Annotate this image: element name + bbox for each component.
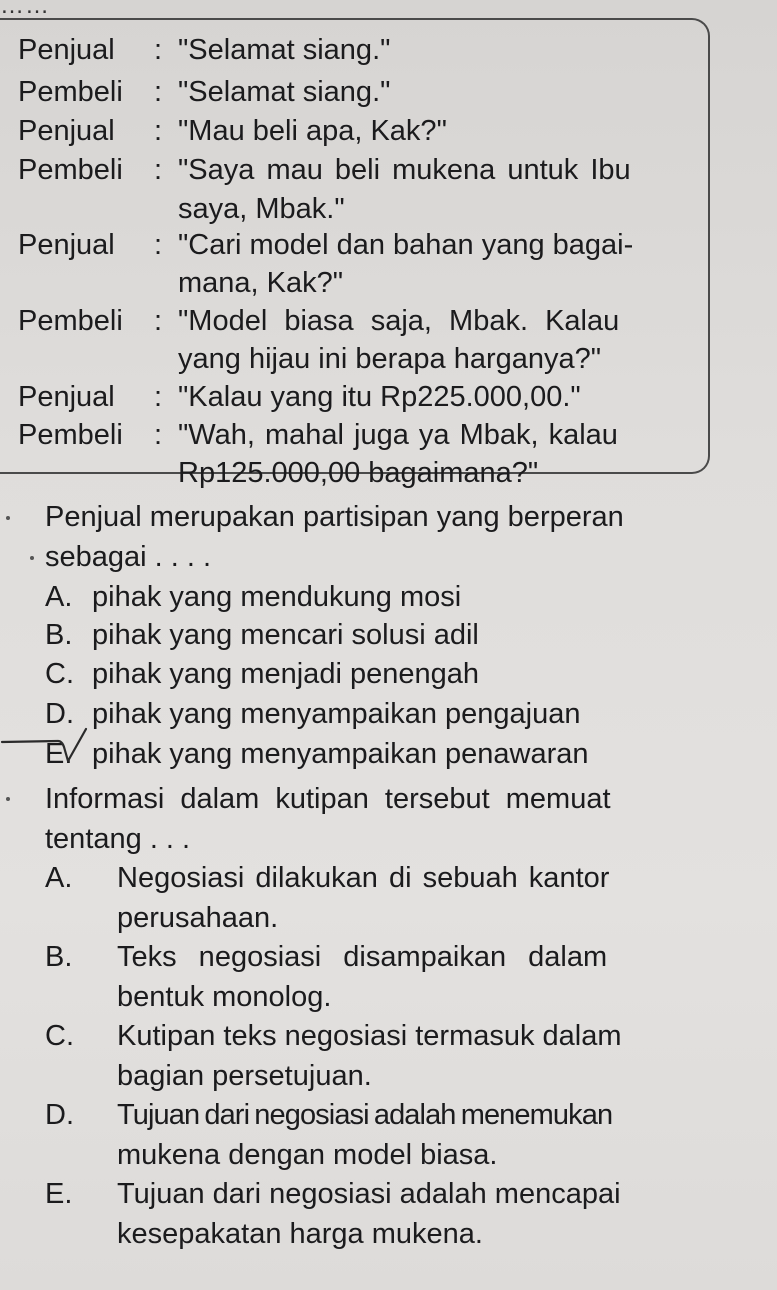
colon: : [154,115,163,147]
option-text: Negosiasi dilakukan di sebuah kantor [117,862,610,894]
colon: : [154,419,163,451]
speaker-label: Penjual [18,381,115,413]
question-stem: Penjual merupakan partisipan yang berperan [45,501,624,533]
option-text: Kutipan teks negosiasi termasuk dalam [117,1020,622,1052]
option-text: pihak yang menyampaikan pengajuan [92,698,581,730]
option-text-continued: kesepakatan harga mukena. [117,1218,483,1250]
speaker-label: Pembeli [18,76,123,108]
option-text: pihak yang mendukung mosi [92,581,462,613]
speaker-label: Pembeli [18,305,123,337]
speech-text: "Mau beli apa, Kak?" [178,115,447,147]
speech-text: "Saya mau beli mukena untuk Ibu [178,154,631,186]
option-letter: D. [45,1099,74,1131]
option-letter: E. [45,1178,73,1210]
colon: : [154,34,163,66]
speech-text: "Selamat siang." [178,34,391,66]
speaker-label: Pembeli [18,154,123,186]
speech-text-continued: saya, Mbak." [178,193,345,225]
cut-off-text: …… [0,0,50,19]
option-letter: E. [45,738,73,770]
speaker-label: Pembeli [18,419,123,451]
option-text: Tujuan dari negosiasi adalah menemukan [117,1099,613,1131]
speech-text-continued: Rp125.000,00 bagaimana?" [178,457,539,489]
option-text: pihak yang menjadi penengah [92,658,479,690]
option-letter: A. [45,862,73,894]
option-letter: C. [45,1020,74,1052]
pen-check-mark [0,725,110,775]
option-letter: B. [45,941,73,973]
speech-text: "Model biasa saja, Mbak. Kalau [178,305,620,337]
colon: : [154,305,163,337]
speaker-label: Penjual [18,229,115,261]
option-text: pihak yang mencari solusi adil [92,619,479,651]
option-letter: C. [45,658,74,690]
speech-text: "Selamat siang." [178,76,391,108]
option-text-continued: mukena dengan model biasa. [117,1139,498,1171]
option-letter: D. [45,698,74,730]
option-letter: A. [45,581,73,613]
question-stem-continued: sebagai . . . . [45,541,212,573]
option-text: Tujuan dari negosiasi adalah mencapai [117,1178,621,1210]
speech-text: "Kalau yang itu Rp225.000,00." [178,381,581,413]
option-text: pihak yang menyampaikan penawaran [92,738,589,770]
question-bullet [6,797,10,801]
option-text-continued: bentuk monolog. [117,981,332,1013]
option-letter: B. [45,619,73,651]
question-stem-continued: tentang . . . [45,823,191,855]
colon: : [154,381,163,413]
stray-dot [30,556,34,560]
cut-off-previous-line [0,0,330,19]
speech-text: "Wah, mahal juga ya Mbak, kalau [178,419,618,451]
speech-text-continued: yang hijau ini berapa harganya?" [178,343,602,375]
speaker-label: Penjual [18,115,115,147]
speaker-label: Penjual [18,34,115,66]
question-stem: Informasi dalam kutipan tersebut memuat [45,783,611,815]
speech-text-continued: mana, Kak?" [178,267,344,299]
question-bullet [6,516,10,520]
option-text-continued: perusahaan. [117,902,279,934]
option-text: Teks negosiasi disampaikan dalam [117,941,608,973]
option-text-continued: bagian persetujuan. [117,1060,372,1092]
colon: : [154,154,163,186]
speech-text: "Cari model dan bahan yang bagai- [178,229,634,261]
colon: : [154,229,163,261]
colon: : [154,76,163,108]
